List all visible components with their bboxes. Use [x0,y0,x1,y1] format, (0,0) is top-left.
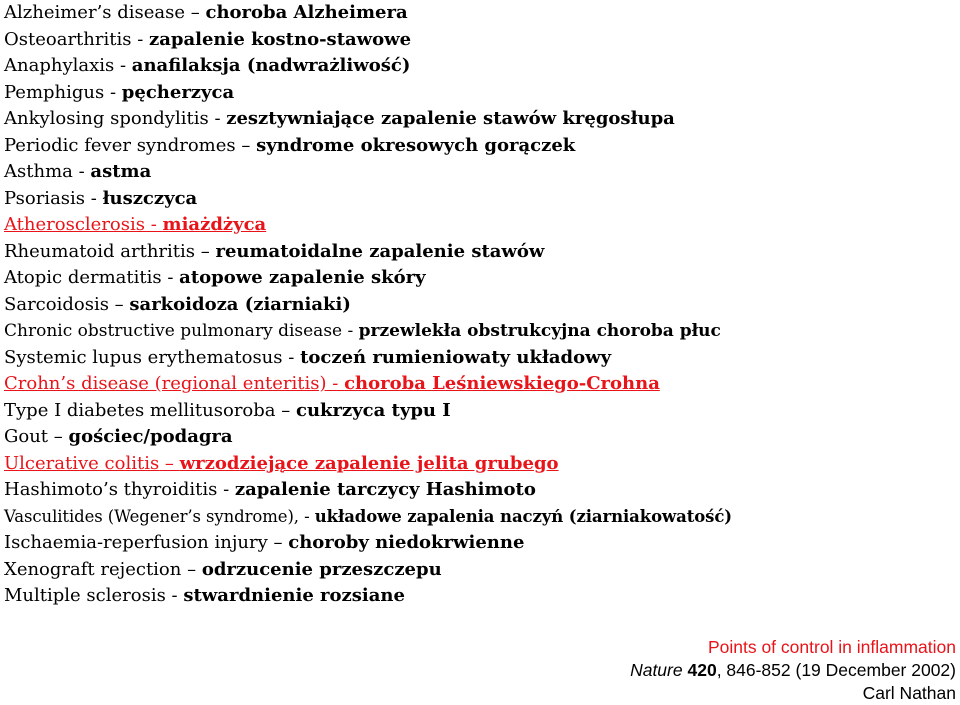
separator: – [195,240,216,262]
disease-name-pl: zapalenie tarczycy Hashimoto [234,479,536,500]
disease-row [4,292,954,319]
disease-row [4,318,954,345]
separator: - [165,585,184,606]
separator: - [282,346,301,368]
separator: – [48,426,69,447]
separator: - [326,373,345,394]
reference-block [630,636,956,705]
disease-row [4,159,954,186]
reference-title: Points of control in inflammation [707,637,956,657]
disease-name-pl: gościec/podagra [68,426,233,447]
separator: – [185,2,206,23]
disease-row [4,477,954,504]
disease-list [4,0,954,610]
separator: – [159,452,180,474]
disease-name-en: Ulcerative colitis [4,452,160,474]
disease-name-pl: sarkoidoza (ziarniaki) [129,293,351,315]
disease-name-pl: łuszczyca [102,187,198,209]
disease-name-en: Periodic fever syndromes [4,134,236,156]
separator: - [131,28,149,50]
separator: - [342,321,359,341]
disease-row [4,212,954,239]
disease-name-en: Ischaemia-reperfusion injury [4,532,268,553]
disease-row [4,80,954,107]
disease-row [4,557,954,584]
disease-name-en: Ankylosing spondylitis [4,108,209,129]
disease-name-pl: odrzucenie przeszczepu [201,558,442,580]
reference-journal: Nature [630,660,683,680]
disease-name-pl: choroba Leśniewskiego-Crohna [344,373,660,394]
disease-row [4,106,954,133]
separator: – [181,558,202,580]
separator: – [267,532,289,553]
disease-name-pl: syndrome okresowych gorączek [256,134,576,156]
separator: - [161,267,180,288]
disease-row [4,265,954,292]
disease-name-en: Asthma [4,161,73,182]
reference-author: Carl Nathan [862,683,956,703]
disease-name-en: Atopic dermatitis [4,267,162,288]
disease-row [4,27,954,54]
reference-volume: 420 [687,660,717,680]
reference-citation [630,659,956,682]
disease-name-pl: atopowe zapalenie skóry [179,267,426,288]
disease-name-en: Gout [4,426,49,447]
disease-row [4,504,954,531]
disease-name-pl: cukrzyca typu I [295,399,451,421]
disease-name-en: Multiple sclerosis [4,585,166,606]
disease-row [4,239,954,266]
separator: - [85,187,103,209]
separator: - [114,55,132,76]
separator: - [145,214,163,235]
disease-name-pl: miażdżyca [162,214,267,235]
disease-name-pl: pęcherzyca [121,81,235,103]
disease-name-pl: zapalenie kostno-stawowe [149,28,412,50]
disease-row [4,583,954,610]
disease-row [4,0,954,27]
disease-name-pl: wrzodziejące zapalenie jelita grubego [179,452,559,474]
disease-name-en: Xenograft rejection [4,558,182,580]
disease-name-en: Atherosclerosis [4,214,146,235]
disease-name-pl: toczeń rumieniowaty układowy [300,346,612,368]
separator: – [108,293,130,315]
separator: - [104,81,122,103]
disease-name-pl: reumatoidalne zapalenie stawów [215,240,545,262]
separator: – [235,134,257,156]
disease-name-en: Pemphigus [4,81,105,103]
disease-row [4,345,954,372]
disease-name-pl: stwardnienie rozsiane [183,585,405,606]
disease-row [4,530,954,557]
disease-name-pl: choroba Alzheimera [205,2,408,23]
disease-row [4,53,954,80]
disease-row [4,371,954,398]
reference-pages-date: , 846-852 (19 December 2002) [716,660,956,680]
disease-name-en: Psoriasis [4,187,86,209]
disease-row [4,133,954,160]
separator: – [275,399,296,421]
disease-row [4,451,954,478]
disease-name-en: Crohn’s disease (regional enteritis) [4,373,327,394]
disease-name-en: Anaphylaxis [4,55,115,76]
disease-name-en: Systemic lupus erythematosus [4,346,283,368]
separator: - [72,161,91,182]
disease-name-pl: przewlekła obstrukcyjna choroba płuc [358,321,721,341]
disease-name-pl: anafilaksja (nadwrażliwość) [131,55,411,76]
separator: - [208,108,227,129]
disease-row [4,424,954,451]
disease-row [4,186,954,213]
disease-name-en: Osteoarthritis [4,28,132,50]
disease-name-en: Alzheimer’s disease [4,2,186,23]
disease-name-pl: choroby niedokrwienne [288,532,525,553]
disease-name-en: Type I diabetes mellitusoroba [4,399,276,421]
disease-name-pl: zesztywniające zapalenie stawów kręgosłupa [226,108,675,129]
disease-name-en: Chronic obstructive pulmonary disease [4,321,343,341]
disease-name-en: Vasculitides (Wegener’s syndrome), - [4,506,310,526]
separator: - [217,479,235,500]
disease-name-en: Sarcoidosis [4,293,109,315]
disease-name-en: Hashimoto’s thyroiditis [4,479,218,500]
disease-name-en: Rheumatoid arthritis [4,240,196,262]
disease-name-pl: astma [90,161,152,182]
disease-row [4,398,954,425]
disease-name-pl: układowe zapalenia naczyń (ziarniakowatość) [314,506,732,526]
